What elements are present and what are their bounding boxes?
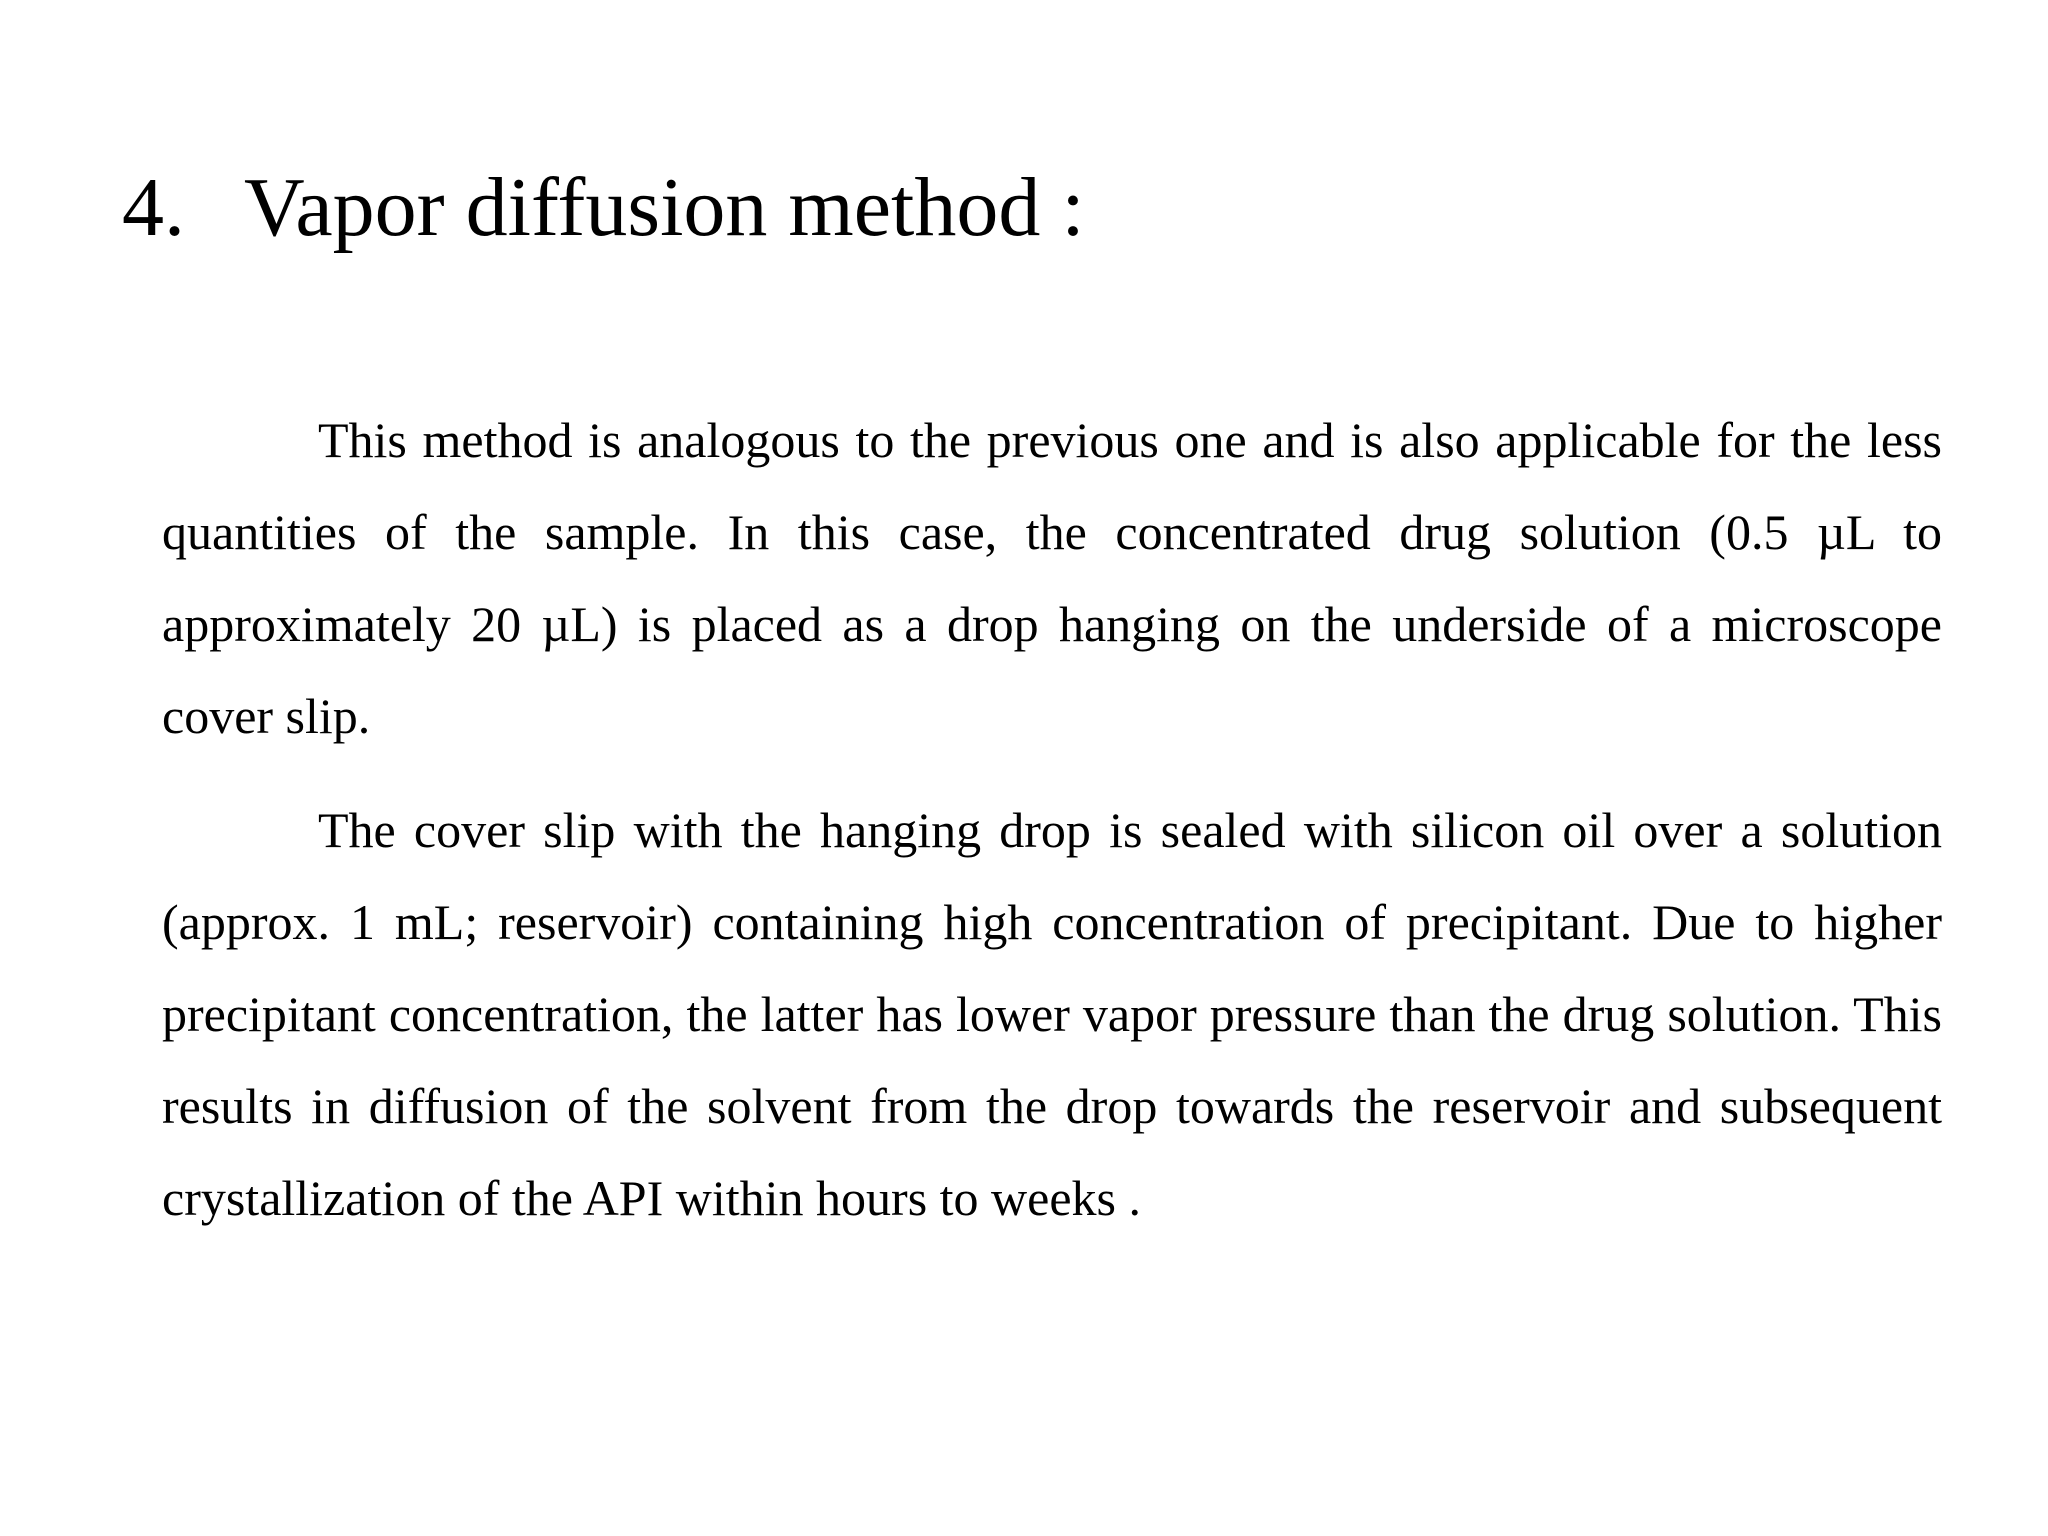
slide-title: [122, 158, 1085, 258]
paragraph-1: This method is analogous to the previous one and is also applicable for the less quantities of the sample. In this case, the concentrated drug solution (0.5 µL to approximately 20 µL) is placed as a drop hanging on the underside of a microscope cover slip.: [162, 412, 1942, 744]
paragraph-2: The cover slip with the hanging drop is sealed with silicon oil over a solution (approx. 1 mL; reservoir) containing high concentration of precipitant. Due to higher precipitant concentration, the latter has lower vapor pressure than the drug solution. This results in diffusion of the solvent from the drop towards the reservoir and subsequent crystallization of the API within hours to weeks .: [162, 802, 1942, 1226]
body-text: [162, 394, 1942, 1266]
section-number: 4.: [122, 161, 185, 254]
section-title: Vapor diffusion method :: [244, 161, 1085, 254]
